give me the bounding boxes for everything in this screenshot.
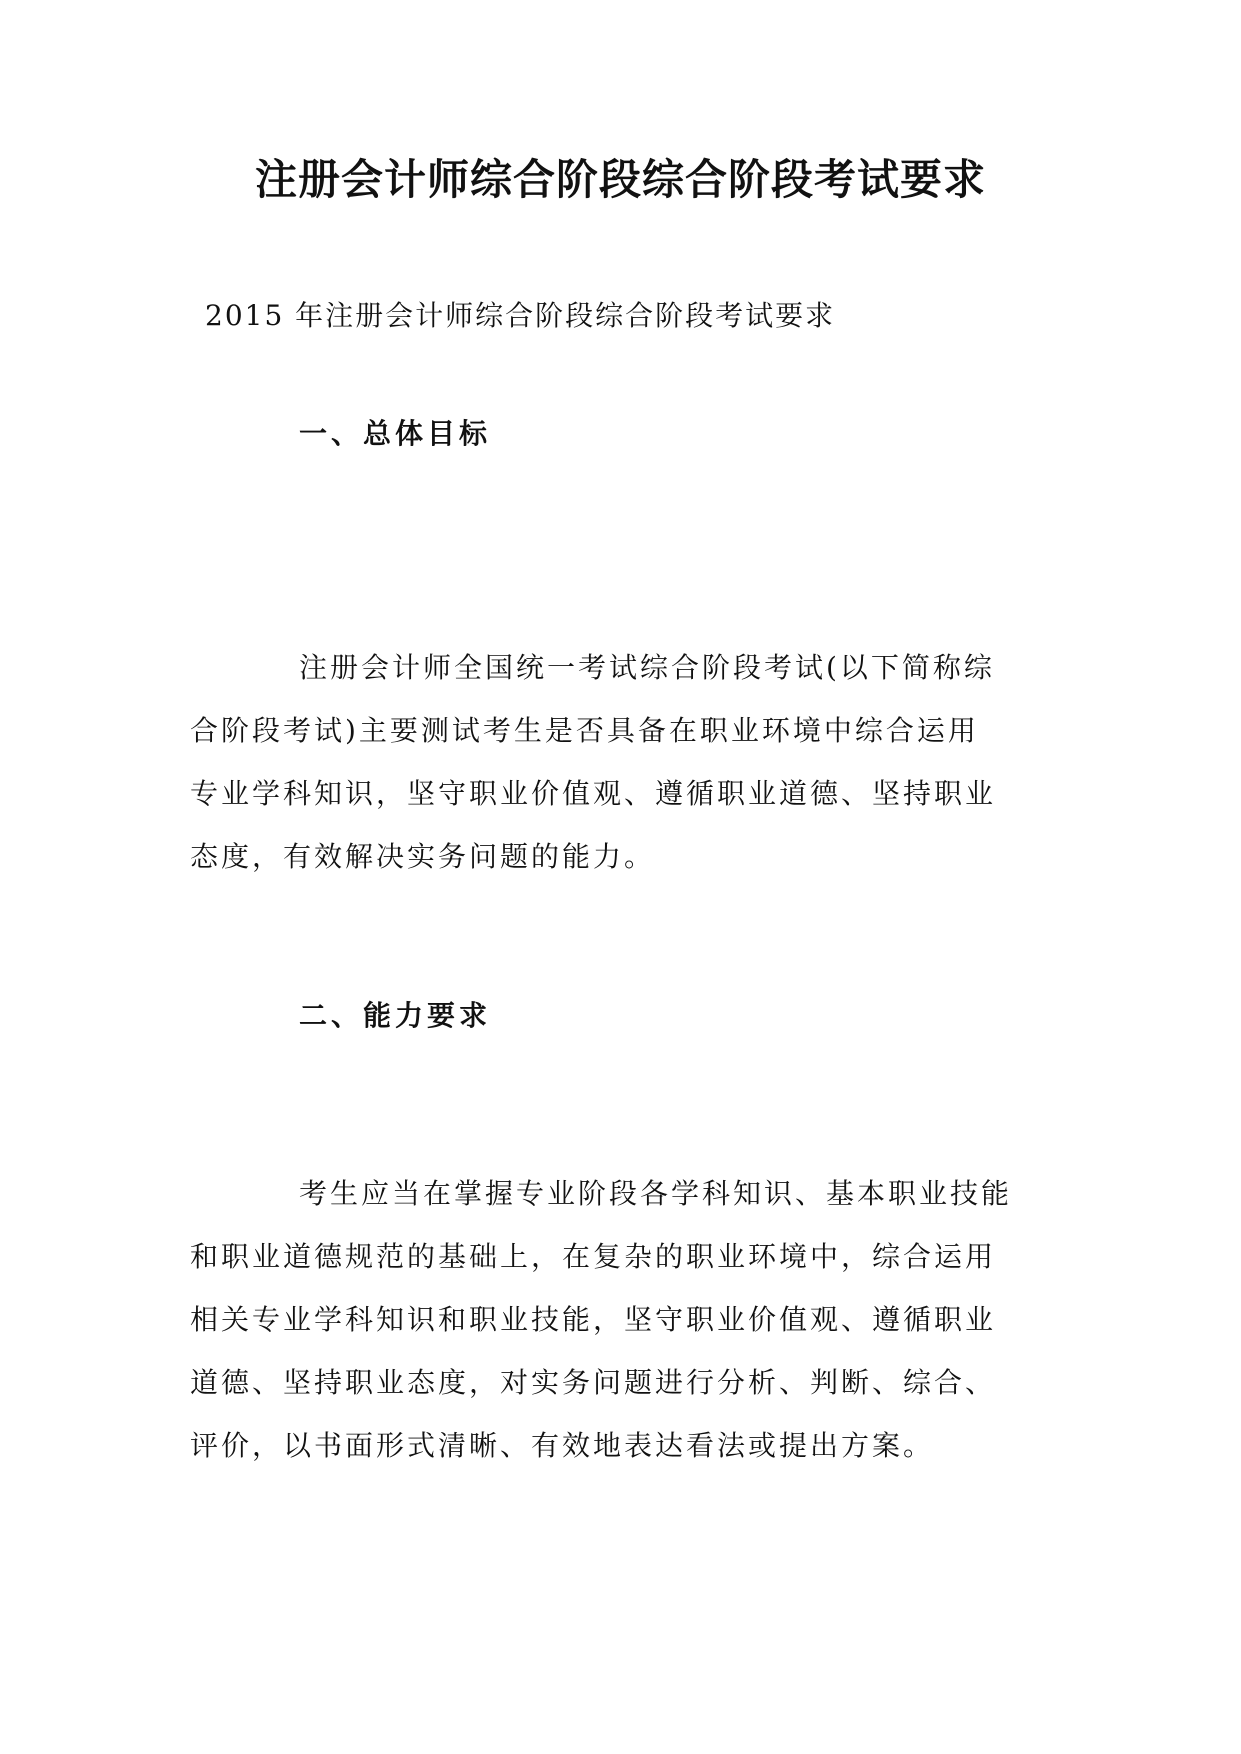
document-title: 注册会计师综合阶段综合阶段考试要求: [254, 155, 986, 204]
section-heading-overall-goal: 一、总体目标: [299, 417, 492, 450]
paragraph-line: 道德、坚持职业态度，对实务问题进行分析、判断、综合、: [190, 1366, 997, 1399]
paragraph-line: 合阶段考试)主要测试考生是否具备在职业环境中综合运用: [190, 714, 979, 747]
paragraph-line: 和职业道德规范的基础上，在复杂的职业环境中，综合运用: [190, 1240, 997, 1273]
document-subtitle: 2015 年注册会计师综合阶段综合阶段考试要求: [205, 299, 836, 332]
paragraph-line: 专业学科知识，坚守职业价值观、遵循职业道德、坚持职业: [190, 777, 997, 810]
paragraph-line: 态度，有效解决实务问题的能力。: [190, 840, 656, 873]
paragraph-line: 评价，以书面形式清晰、有效地表达看法或提出方案。: [190, 1429, 935, 1462]
paragraph-line: 相关专业学科知识和职业技能，坚守职业价值观、遵循职业: [190, 1303, 997, 1336]
paragraph-line: 考生应当在掌握专业阶段各学科知识、基本职业技能: [299, 1177, 1013, 1210]
paragraph-line: 注册会计师全国统一考试综合阶段考试(以下简称综: [299, 651, 995, 684]
section-paragraph-ability-requirements: [190, 1162, 1060, 1477]
section-heading-ability-requirements: 二、能力要求: [299, 999, 492, 1032]
section-paragraph-overall-goal: [190, 636, 1060, 888]
